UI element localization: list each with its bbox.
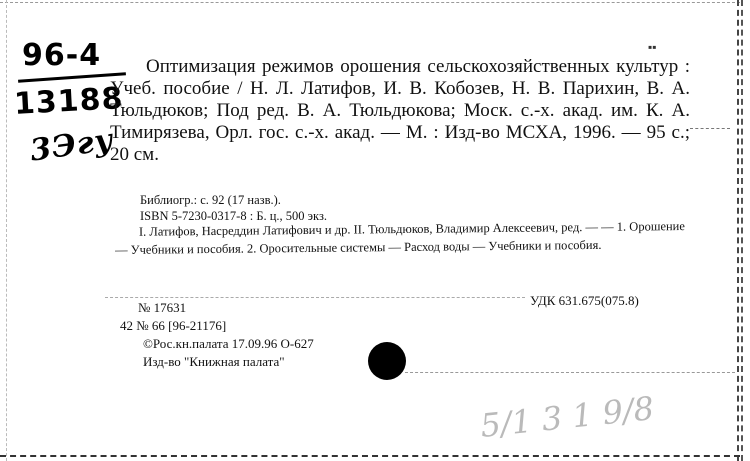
dash-mark [690, 128, 730, 129]
card-right-edge [737, 0, 743, 461]
registration-code: 42 № 66 [96-21176] [120, 318, 227, 333]
udk-classification: УДК 631.675(075.8) [530, 293, 639, 308]
corner-mark: ▪▪ [648, 40, 657, 54]
card-left-edge [6, 0, 7, 461]
bibliography-note: Библиогр.: с. 92 (17 назв.). [140, 193, 281, 207]
handwritten-inventory-number: 13188 [13, 81, 125, 122]
handwritten-shelf-code: 96-4 [22, 38, 102, 73]
card-top-edge [0, 2, 740, 3]
dash-rule [105, 297, 525, 298]
subject-headings: I. Латифов, Насреддин Латифович и др. II. Тюльдюков, Владимир Алексеевич, ред. — — 1. Орошение — Учебники и пособия. 2. Оросительные системы — Расход воды — Учебники и пособия. [115, 219, 685, 257]
faded-handwriting: 5/1 3 1 9/8 [478, 388, 656, 446]
copyright-line: ©Рос.кн.палата 17.09.96 О-627 [143, 336, 314, 351]
card-number: № 17631 [138, 300, 187, 315]
dash-rule-lower [405, 372, 735, 373]
publisher-line: Изд-во "Книжная палата" [143, 354, 285, 369]
bibliographic-description: Оптимизация режимов орошения сельскохозяйственных культур : Учеб. пособие / Н. Л. Латифов, И. В. Кобозев, Н. В. Парихин, В. А. Тюльдюков; Под ред. В. А. Тюльдюкова; Моск. с.-х. акад. им. К. А. Тимирязева, Орл. гос. с.-х. акад. — М. : Изд-во МСХА, 1996. — 95 с.; 20 см. [110, 56, 690, 165]
isbn-line: ISBN 5-7230-0317-8 : Б. ц., 500 экз. [140, 209, 328, 223]
handwritten-annotation: 3Эгу [27, 122, 116, 169]
ink-blot [368, 342, 406, 380]
card-bottom-edge [0, 455, 740, 457]
